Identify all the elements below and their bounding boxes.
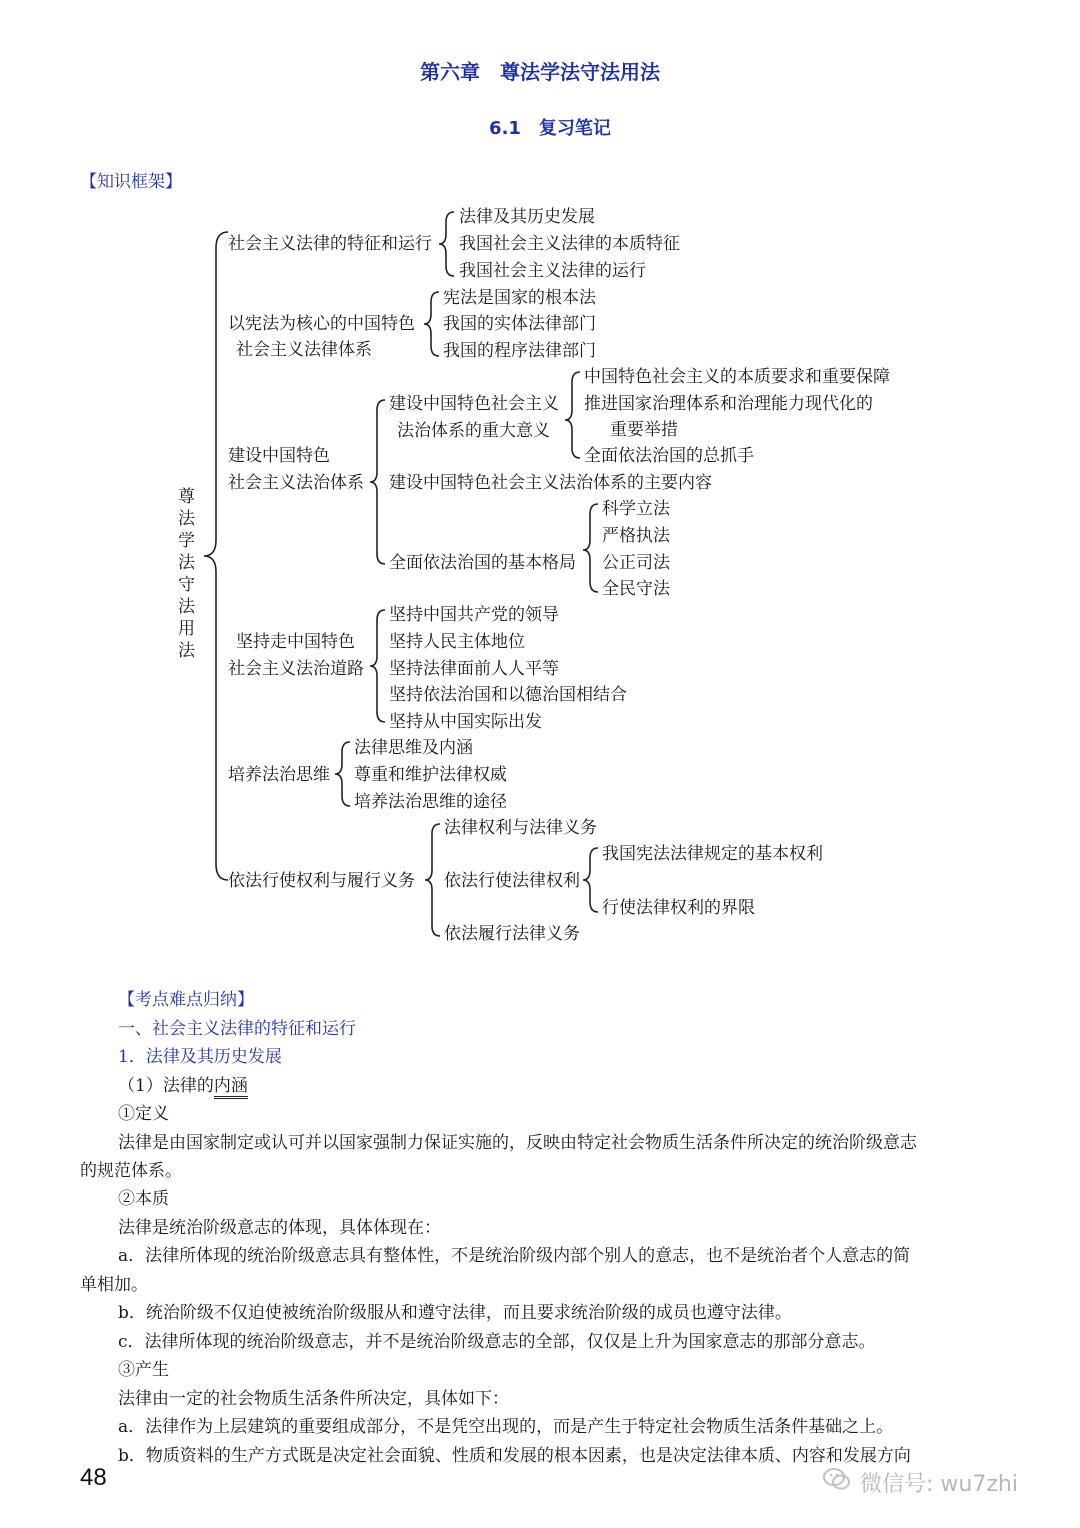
node-n2-item: 宪法是国家的根本法 bbox=[443, 288, 596, 308]
node-n3a-item: 全面依法治国的总抓手 bbox=[584, 446, 754, 466]
section-title: 6.1 复习笔记 bbox=[489, 118, 611, 139]
nature-point-b: b．统治阶级不仅迫使被统治阶级服从和遵守法律，而且要求统治阶级的成员也遵守法律。 bbox=[118, 1303, 792, 1323]
node-n6b-item: 行使法律权利的界限 bbox=[602, 898, 755, 918]
node-n3a-item: 推进国家治理体系和治理能力现代化的 bbox=[584, 394, 873, 414]
heading-2: 1．法律及其历史发展 bbox=[118, 1047, 282, 1067]
brace-n3a bbox=[565, 372, 580, 458]
node-n1-item: 法律及其历史发展 bbox=[459, 207, 595, 227]
node-n3-label: 建设中国特色 bbox=[228, 446, 330, 466]
node-n2-item: 我国的程序法律部门 bbox=[443, 341, 596, 361]
nature-point-a: 单相加。 bbox=[80, 1275, 148, 1295]
nature-label: ②本质 bbox=[118, 1189, 169, 1209]
node-n4-item: 坚持依法治国和以德治国相结合 bbox=[389, 685, 627, 705]
tree-root: 尊法学法守法用法 bbox=[178, 487, 195, 661]
brace-n1 bbox=[439, 212, 454, 276]
node-n3a-item: 中国特色社会主义的本质要求和重要保障 bbox=[584, 367, 890, 387]
nature-point-c: c．法律所体现的统治阶级意志，并不是统治阶级意志的全部，仅仅是上升为国家意志的那部分意志。 bbox=[118, 1332, 876, 1352]
brace-n2 bbox=[424, 292, 439, 356]
origin-point-a: a．法律作为上层建筑的重要组成部分，不是凭空出现的，而是产生于特定社会物质生活条件基础之上。 bbox=[118, 1417, 894, 1437]
chapter-title: 第六章 尊法学法守法用法 bbox=[420, 60, 660, 84]
node-n3c-item: 公正司法 bbox=[602, 553, 670, 573]
node-n2-label: 社会主义法律体系 bbox=[236, 340, 372, 360]
node-n4-item: 坚持从中国实际出发 bbox=[389, 712, 542, 732]
origin-label: ③产生 bbox=[118, 1360, 169, 1380]
node-n4-label: 社会主义法治道路 bbox=[228, 659, 364, 679]
notes-label: 【考点难点归纳】 bbox=[118, 990, 254, 1010]
node-n4-label: 坚持走中国特色 bbox=[236, 632, 355, 652]
node-n4-item: 坚持中国共产党的领导 bbox=[389, 605, 559, 625]
heading-3-prefix: （1）法律的 bbox=[118, 1076, 214, 1096]
node-n3b: 建设中国特色社会主义法治体系的主要内容 bbox=[389, 473, 712, 493]
node-n3c-item: 科学立法 bbox=[602, 499, 670, 519]
node-n3c-item: 严格执法 bbox=[602, 526, 670, 546]
node-n3c-item: 全民守法 bbox=[602, 579, 670, 599]
brace-n3c bbox=[583, 504, 598, 592]
framework-label: 【知识框架】 bbox=[80, 172, 182, 192]
nature-intro: 法律是统治阶级意志的体现，具体体现在： bbox=[118, 1218, 441, 1238]
watermark-text: 微信号: wu7zhi bbox=[860, 1471, 1018, 1497]
definition-text: 法律是由国家制定或认可并以国家强制力保证实施的，反映由特定社会物质生活条件所决定的统治阶级意志 bbox=[118, 1133, 917, 1153]
node-n6-label: 依法行使权利与履行义务 bbox=[228, 871, 415, 891]
brace-n3 bbox=[370, 400, 385, 564]
brace-n6 bbox=[425, 824, 440, 936]
node-n6a: 法律权利与法律义务 bbox=[444, 818, 597, 838]
heading-3 bbox=[118, 1076, 248, 1096]
brace-n5 bbox=[335, 742, 350, 806]
node-n6c: 依法履行法律义务 bbox=[444, 924, 580, 944]
node-n4-item: 坚持人民主体地位 bbox=[389, 632, 525, 652]
definition-label: ①定义 bbox=[118, 1104, 169, 1124]
node-n1-item: 我国社会主义法律的运行 bbox=[459, 261, 646, 281]
heading-3-underlined: 内涵 bbox=[214, 1076, 248, 1099]
node-n5-item: 尊重和维护法律权威 bbox=[354, 765, 507, 785]
origin-intro: 法律由一定的社会物质生活条件所决定，具体如下： bbox=[118, 1389, 509, 1409]
nature-point-a: a．法律所体现的统治阶级意志具有整体性，不是统治阶级内部个别人的意志，也不是统治者个人意志的简 bbox=[118, 1246, 911, 1266]
page-number: 48 bbox=[80, 1464, 107, 1491]
node-n3a-label: 法治体系的重大意义 bbox=[397, 421, 550, 441]
node-n4-item: 坚持法律面前人人平等 bbox=[389, 659, 559, 679]
node-n5-item: 培养法治思维的途径 bbox=[354, 792, 507, 812]
node-n1-label: 社会主义法律的特征和运行 bbox=[228, 234, 432, 254]
node-n3-label: 社会主义法治体系 bbox=[228, 473, 364, 493]
wechat-icon bbox=[822, 1466, 852, 1498]
node-n3a-item: 重要举措 bbox=[610, 420, 678, 440]
node-n1-item: 我国社会主义法律的本质特征 bbox=[459, 234, 680, 254]
node-n5-item: 法律思维及内涵 bbox=[354, 738, 473, 758]
watermark bbox=[822, 1464, 1018, 1500]
node-n2-label: 以宪法为核心的中国特色 bbox=[228, 314, 415, 334]
node-n3a-label: 建设中国特色社会主义 bbox=[389, 394, 559, 414]
node-n5-label: 培养法治思维 bbox=[228, 765, 330, 785]
node-n3c-label: 全面依法治国的基本格局 bbox=[389, 553, 576, 573]
brace-n6b bbox=[583, 848, 598, 912]
node-n6b-item: 我国宪法法律规定的基本权利 bbox=[602, 844, 823, 864]
brace-main bbox=[204, 232, 228, 880]
heading-1: 一、社会主义法律的特征和运行 bbox=[118, 1019, 356, 1039]
node-n2-item: 我国的实体法律部门 bbox=[443, 314, 596, 334]
node-n6b-label: 依法行使法律权利 bbox=[444, 871, 580, 891]
definition-text: 的规范体系。 bbox=[80, 1161, 182, 1181]
origin-point-b: b．物质资料的生产方式既是决定社会面貌、性质和发展的根本因素，也是决定法律本质、内容和发展方向 bbox=[118, 1446, 911, 1466]
brace-n4 bbox=[370, 610, 385, 722]
